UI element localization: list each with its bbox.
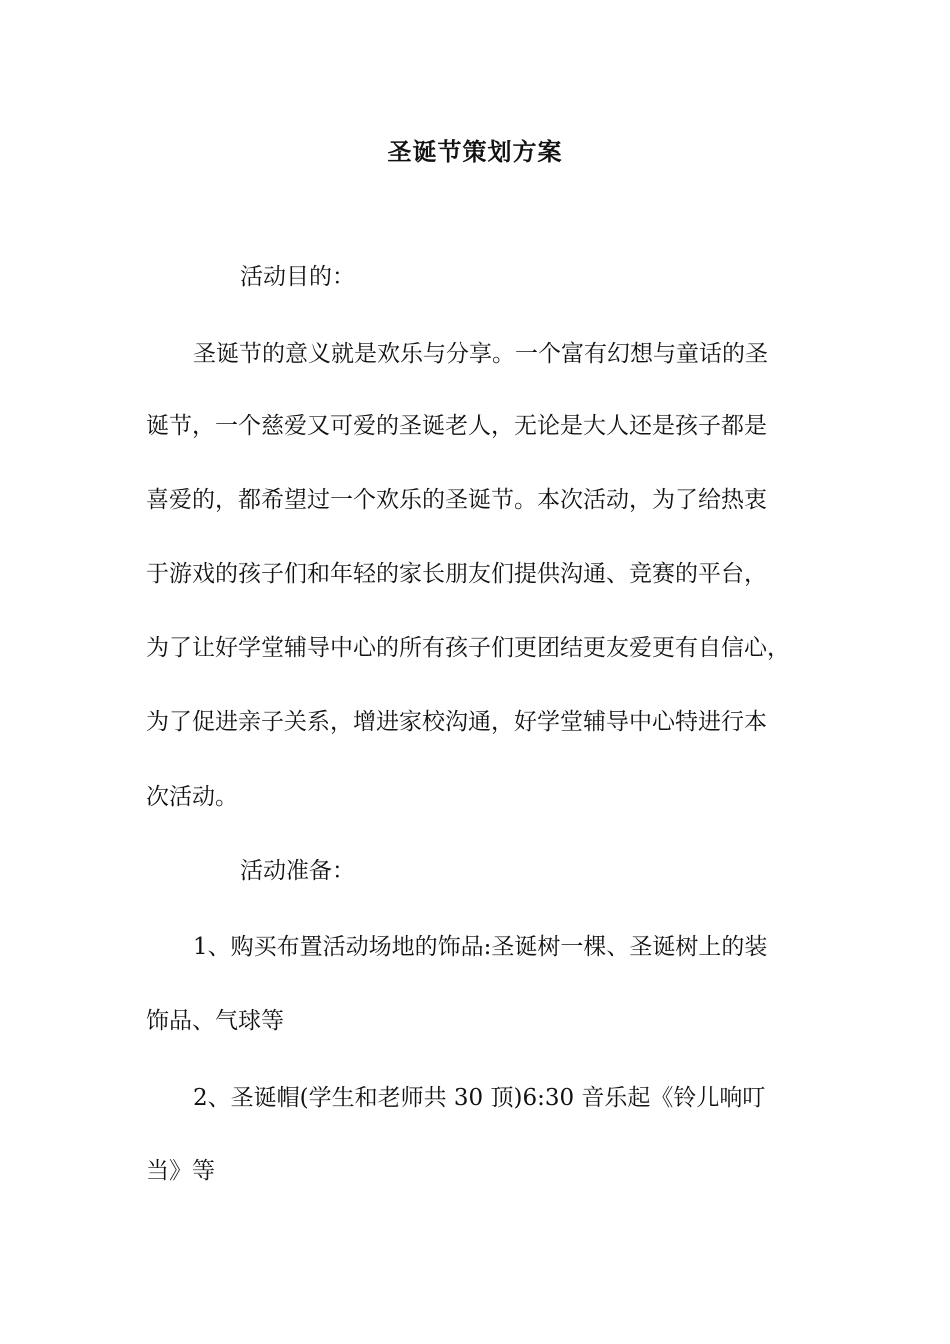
paragraph-line: 圣诞节的意义就是欢乐与分享。一个富有幻想与童话的圣 bbox=[193, 341, 768, 367]
paragraph-line: 次活动。 bbox=[146, 784, 238, 810]
list-item-line: 饰品、气球等 bbox=[146, 1008, 284, 1034]
section-heading-purpose: 活动目的： bbox=[240, 264, 355, 290]
section-heading-prep: 活动准备： bbox=[240, 858, 355, 884]
paragraph-line: 于游戏的孩子们和年轻的家长朋友们提供沟通、竞赛的平台， bbox=[146, 561, 767, 587]
paragraph-line: 为了让好学堂辅导中心的所有孩子们更团结更友爱更有自信心， bbox=[146, 635, 790, 661]
paragraph-line: 为了促进亲子关系，增进家校沟通，好学堂辅导中心特进行本 bbox=[146, 709, 767, 735]
paragraph-line: 诞节，一个慈爱又可爱的圣诞老人，无论是大人还是孩子都是 bbox=[146, 413, 767, 439]
paragraph-line: 喜爱的，都希望过一个欢乐的圣诞节。本次活动，为了给热衷 bbox=[146, 487, 767, 513]
list-item-line: 2、圣诞帽(学生和老师共 30 顶)6:30 音乐起《铃儿响叮 bbox=[193, 1085, 766, 1111]
document-title: 圣诞节策划方案 bbox=[387, 137, 563, 166]
list-item-line: 当》等 bbox=[146, 1158, 215, 1184]
list-item-line: 1、购买布置活动场地的饰品:圣诞树一棵、圣诞树上的装 bbox=[193, 934, 768, 960]
